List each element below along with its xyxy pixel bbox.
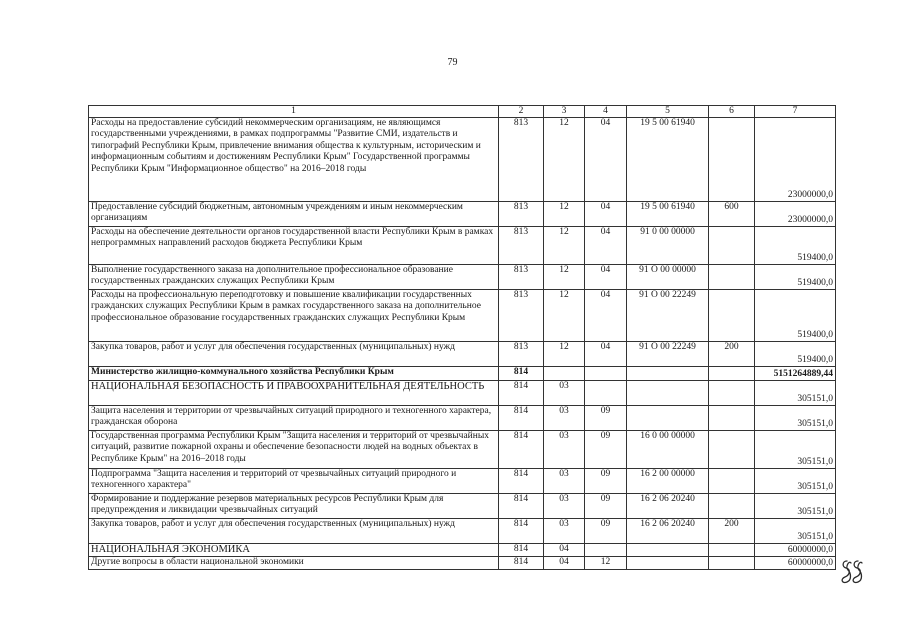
- cell-name: Формирование и поддержание резервов материальных ресурсов Республики Крым для предупреждения и ликвидации чрезвычайных ситуаций: [89, 494, 499, 519]
- cell-amount: 305151,0: [755, 469, 836, 494]
- table-row: [89, 519, 836, 544]
- cell-amount: 5151264889,44: [755, 367, 836, 381]
- column-header: 6: [709, 106, 755, 118]
- cell-section: 03: [544, 494, 585, 519]
- cell-section: 03: [544, 406, 585, 431]
- cell-target-article: 91 О 00 22249: [627, 290, 709, 342]
- cell-section: 04: [544, 544, 585, 557]
- cell-section: 03: [544, 431, 585, 469]
- cell-name: Закупка товаров, работ и услуг для обеспечения государственных (муниципальных) нужд: [89, 519, 499, 544]
- cell-name: НАЦИОНАЛЬНАЯ ЭКОНОМИКА: [89, 544, 499, 557]
- cell-section: 03: [544, 469, 585, 494]
- cell-name: Расходы на предоставление субсидий некоммерческим организациям, не являющимся государственными учреждениями, в рамках подпрограммы "Развитие СМИ, издательств и типографий Республики Крым, привлечение внимания общества к культурным, историческим и информационным событиям и достижениям Республики Крым" Государственной программы Республики Крым "Информационное общество" на 2016–2018 годы: [89, 118, 499, 202]
- cell-name: Защита населения и территории от чрезвычайных ситуаций природного и техногенного характера, гражданская оборона: [89, 406, 499, 431]
- cell-target-article: 91 О 00 22249: [627, 342, 709, 367]
- cell-subsection: 09: [585, 406, 627, 431]
- cell-subsection: [585, 381, 627, 406]
- cell-target-article: [627, 406, 709, 431]
- cell-target-article: [627, 557, 709, 570]
- cell-target-article: 91 О 00 00000: [627, 265, 709, 290]
- cell-target-article: 16 2 06 20240: [627, 519, 709, 544]
- column-header: 1: [89, 106, 499, 118]
- table-row: [89, 118, 836, 202]
- cell-amount: 60000000,0: [755, 544, 836, 557]
- cell-name: Министерство жилищно-коммунального хозяйства Республики Крым: [89, 367, 499, 381]
- cell-target-article: [627, 544, 709, 557]
- cell-amount: 519400,0: [755, 265, 836, 290]
- cell-expense-type: 200: [709, 342, 755, 367]
- cell-expense-type: [709, 265, 755, 290]
- cell-admin-code: 814: [499, 544, 544, 557]
- table-row: [89, 406, 836, 431]
- cell-subsection: 09: [585, 519, 627, 544]
- cell-target-article: [627, 381, 709, 406]
- cell-amount: 519400,0: [755, 290, 836, 342]
- cell-amount: 305151,0: [755, 519, 836, 544]
- table-row: [89, 367, 836, 381]
- cell-admin-code: 814: [499, 469, 544, 494]
- cell-target-article: 19 5 00 61940: [627, 118, 709, 202]
- cell-admin-code: 814: [499, 406, 544, 431]
- cell-section: 12: [544, 118, 585, 202]
- cell-expense-type: [709, 469, 755, 494]
- cell-subsection: 12: [585, 557, 627, 570]
- cell-admin-code: 814: [499, 431, 544, 469]
- cell-target-article: 91 0 00 00000: [627, 227, 709, 265]
- cell-amount: 305151,0: [755, 494, 836, 519]
- table-row: [89, 494, 836, 519]
- cell-expense-type: [709, 118, 755, 202]
- cell-subsection: 09: [585, 494, 627, 519]
- cell-name: Расходы на обеспечение деятельности органов государственной власти Республики Крым в рамках непрограммных направлений расходов бюджета Республики Крым: [89, 227, 499, 265]
- cell-section: 03: [544, 519, 585, 544]
- table-row: [89, 265, 836, 290]
- cell-admin-code: 813: [499, 265, 544, 290]
- handwritten-signature-mark: [838, 558, 866, 586]
- cell-name: Подпрограмма "Защита населения и территорий от чрезвычайных ситуаций природного и техногенного характера": [89, 469, 499, 494]
- cell-admin-code: 814: [499, 367, 544, 381]
- cell-expense-type: [709, 227, 755, 265]
- cell-expense-type: 200: [709, 519, 755, 544]
- cell-admin-code: 813: [499, 227, 544, 265]
- cell-amount: 305151,0: [755, 431, 836, 469]
- cell-admin-code: 814: [499, 557, 544, 570]
- cell-expense-type: [709, 406, 755, 431]
- cell-subsection: 09: [585, 469, 627, 494]
- table-row: [89, 557, 836, 570]
- cell-subsection: 04: [585, 342, 627, 367]
- cell-admin-code: 814: [499, 381, 544, 406]
- cell-name: Расходы на профессиональную переподготовку и повышение квалификации государственных гражданских служащих Республики Крым в рамках государственного заказа на дополнительное профессиональное образование государственных гражданских служащих Республики Крым: [89, 290, 499, 342]
- table-row: [89, 290, 836, 342]
- cell-amount: 23000000,0: [755, 118, 836, 202]
- cell-subsection: [585, 544, 627, 557]
- cell-subsection: 04: [585, 202, 627, 227]
- cell-amount: 60000000,0: [755, 557, 836, 570]
- cell-section: 12: [544, 290, 585, 342]
- table-row: [89, 227, 836, 265]
- cell-admin-code: 813: [499, 342, 544, 367]
- column-header: 5: [627, 106, 709, 118]
- cell-amount: 519400,0: [755, 342, 836, 367]
- column-header: 3: [544, 106, 585, 118]
- table-header-row: [89, 106, 836, 118]
- cell-name: Предоставление субсидий бюджетным, автономным учреждениям и иным некоммерческим организациям: [89, 202, 499, 227]
- cell-expense-type: [709, 544, 755, 557]
- column-header: 2: [499, 106, 544, 118]
- column-header: 4: [585, 106, 627, 118]
- cell-name: Выполнение государственного заказа на дополнительное профессиональное образование государственных гражданских служащих Республики Крым: [89, 265, 499, 290]
- cell-admin-code: 814: [499, 494, 544, 519]
- cell-amount: 305151,0: [755, 381, 836, 406]
- cell-name: Другие вопросы в области национальной экономики: [89, 557, 499, 570]
- table-body: [89, 118, 836, 570]
- cell-target-article: 16 2 06 20240: [627, 494, 709, 519]
- cell-section: 12: [544, 202, 585, 227]
- cell-amount: 23000000,0: [755, 202, 836, 227]
- table-row: [89, 544, 836, 557]
- cell-section: 04: [544, 557, 585, 570]
- cell-admin-code: 813: [499, 118, 544, 202]
- page-number: 79: [447, 57, 458, 68]
- table-row: [89, 202, 836, 227]
- cell-amount: 519400,0: [755, 227, 836, 265]
- cell-expense-type: [709, 381, 755, 406]
- cell-section: 03: [544, 381, 585, 406]
- cell-target-article: 16 0 00 00000: [627, 431, 709, 469]
- cell-name: Государственная программа Республики Крым "Защита населения и территорий от чрезвычайных ситуаций, развитие пожарной охраны и обеспечение безопасности людей на водных объектах в Республике Крым" на 2016–2018 годы: [89, 431, 499, 469]
- cell-subsection: 04: [585, 290, 627, 342]
- table-row: [89, 381, 836, 406]
- cell-subsection: 04: [585, 118, 627, 202]
- table-row: [89, 431, 836, 469]
- cell-section: 12: [544, 265, 585, 290]
- cell-expense-type: [709, 367, 755, 381]
- cell-expense-type: [709, 290, 755, 342]
- cell-subsection: [585, 367, 627, 381]
- cell-admin-code: 813: [499, 290, 544, 342]
- cell-subsection: 09: [585, 431, 627, 469]
- cell-expense-type: 600: [709, 202, 755, 227]
- cell-expense-type: [709, 557, 755, 570]
- cell-section: 12: [544, 342, 585, 367]
- table-row: [89, 469, 836, 494]
- column-header: 7: [755, 106, 836, 118]
- cell-section: 12: [544, 227, 585, 265]
- cell-amount: 305151,0: [755, 406, 836, 431]
- cell-target-article: 19 5 00 61940: [627, 202, 709, 227]
- budget-table: [88, 105, 836, 570]
- cell-subsection: 04: [585, 227, 627, 265]
- cell-expense-type: [709, 431, 755, 469]
- cell-admin-code: 813: [499, 202, 544, 227]
- cell-target-article: [627, 367, 709, 381]
- cell-admin-code: 814: [499, 519, 544, 544]
- table-row: [89, 342, 836, 367]
- cell-subsection: 04: [585, 265, 627, 290]
- cell-expense-type: [709, 494, 755, 519]
- cell-name: Закупка товаров, работ и услуг для обеспечения государственных (муниципальных) нужд: [89, 342, 499, 367]
- cell-name: НАЦИОНАЛЬНАЯ БЕЗОПАСНОСТЬ И ПРАВООХРАНИТЕЛЬНАЯ ДЕЯТЕЛЬНОСТЬ: [89, 381, 499, 406]
- cell-target-article: 16 2 00 00000: [627, 469, 709, 494]
- cell-section: [544, 367, 585, 381]
